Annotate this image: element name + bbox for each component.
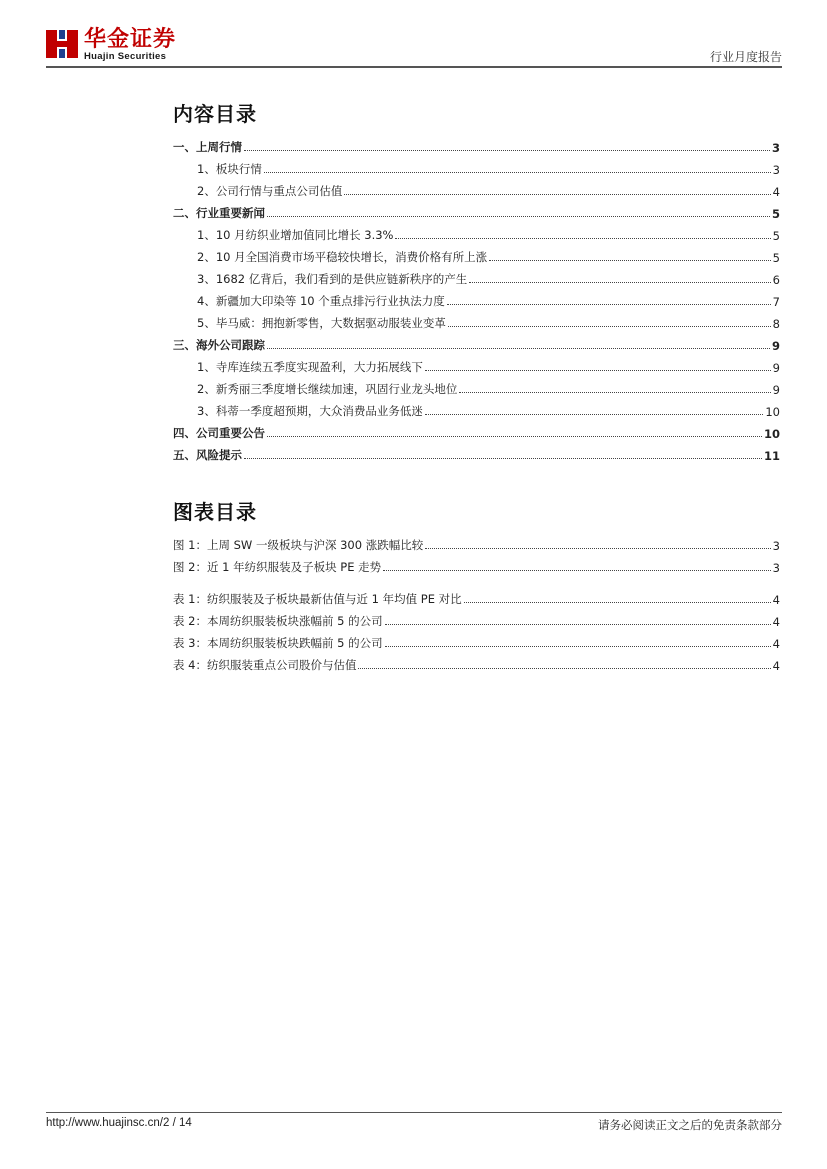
dot-leader — [383, 569, 771, 571]
toc-entry-page: 5 — [772, 229, 780, 243]
footer-url-page — [46, 1117, 192, 1129]
toc-entry[interactable] — [173, 419, 780, 441]
toc-entry-label: 五、风险提示 — [173, 448, 242, 462]
page-indicator: 2 / 14 — [162, 1117, 192, 1129]
toc-entry[interactable] — [173, 265, 780, 287]
dot-leader — [425, 547, 770, 549]
toc-entry-page: 9 — [772, 383, 780, 397]
toc-entry[interactable] — [173, 375, 780, 397]
toc-entry-label: 2、10 月全国消费市场平稳较快增长，消费价格有所上涨 — [197, 250, 488, 264]
toc-entry-page: 3 — [772, 163, 780, 177]
toc-entry[interactable] — [173, 155, 780, 177]
toc-entry-label: 1、10 月纺织业增加值同比增长 3.3% — [197, 228, 394, 242]
figure-list-title: 图表目录 — [173, 500, 257, 524]
table-entry-page: 4 — [772, 637, 780, 651]
company-logo[interactable] — [46, 28, 246, 64]
toc-entry[interactable] — [173, 199, 780, 221]
toc-entry[interactable] — [173, 309, 780, 331]
dot-leader — [459, 391, 770, 393]
table-entry[interactable] — [173, 607, 780, 629]
logo-mark-icon — [46, 28, 78, 60]
toc-entry-label: 四、公司重要公告 — [173, 426, 265, 440]
toc-entry-label: 三、海外公司跟踪 — [173, 338, 265, 352]
table-entry-label: 表 4：纺织服装重点公司股价与估值 — [173, 658, 357, 672]
dot-leader — [267, 435, 762, 437]
dot-leader — [395, 237, 770, 239]
figure-entry-label: 图 1：上周 SW 一级板块与沪深 300 涨跌幅比较 — [173, 538, 424, 552]
table-entry-label: 表 1：纺织服装及子板块最新估值与近 1 年均值 PE 对比 — [173, 592, 462, 606]
dot-leader — [244, 457, 762, 459]
toc-entry[interactable] — [173, 397, 780, 419]
toc-entry-page: 5 — [772, 251, 780, 265]
toc-entry-page: 3 — [771, 141, 780, 155]
table-entry-label: 表 3：本周纺织服装板块跌幅前 5 的公司 — [173, 636, 383, 650]
logo-text-en: Huajin Securities — [84, 51, 167, 62]
toc-entry-page: 11 — [763, 449, 780, 463]
dot-leader — [344, 193, 770, 195]
toc-list — [173, 133, 780, 463]
toc-entry-page: 5 — [771, 207, 780, 221]
toc-entry[interactable] — [173, 177, 780, 199]
figure-entry[interactable] — [173, 531, 780, 553]
toc-entry-label: 3、科蒂一季度超预期，大众消费品业务低迷 — [197, 404, 423, 418]
toc-entry-page: 6 — [772, 273, 780, 287]
table-entry-page: 4 — [772, 659, 780, 673]
table-entry[interactable] — [173, 629, 780, 651]
dot-leader — [267, 215, 770, 217]
figure-entry-page: 3 — [772, 539, 780, 553]
toc-entry-label: 3、1682 亿背后，我们看到的是供应链新秩序的产生 — [197, 272, 468, 286]
toc-entry[interactable] — [173, 287, 780, 309]
toc-entry-label: 5、毕马威：拥抱新零售，大数据驱动服装业变革 — [197, 316, 446, 330]
header-divider — [46, 66, 782, 68]
dot-leader — [425, 369, 771, 371]
figure-entry-label: 图 2：近 1 年纺织服装及子板块 PE 走势 — [173, 560, 382, 574]
figure-entry[interactable] — [173, 553, 780, 575]
toc-entry-label: 1、寺库连续五季度实现盈利，大力拓展线下 — [197, 360, 423, 374]
toc-title: 内容目录 — [173, 102, 257, 126]
page-header — [46, 26, 782, 66]
report-type: 行业月度报告 — [709, 50, 782, 64]
toc-entry-page: 7 — [772, 295, 780, 309]
dot-leader — [489, 259, 771, 261]
footer-disclaimer: 请务必阅读正文之后的免责条款部分 — [598, 1118, 782, 1132]
table-entry-page: 4 — [772, 593, 780, 607]
toc-entry-page: 10 — [765, 405, 780, 419]
footer-divider — [46, 1112, 782, 1113]
table-entry-label: 表 2：本周纺织服装板块涨幅前 5 的公司 — [173, 614, 383, 628]
dot-leader — [264, 171, 771, 173]
dot-leader — [244, 149, 770, 151]
toc-entry-label: 二、行业重要新闻 — [173, 206, 265, 220]
toc-entry[interactable] — [173, 331, 780, 353]
dot-leader — [447, 303, 771, 305]
toc-entry[interactable] — [173, 133, 780, 155]
toc-entry[interactable] — [173, 441, 780, 463]
toc-entry-page: 8 — [772, 317, 780, 331]
table-entry[interactable] — [173, 585, 780, 607]
dot-leader — [358, 667, 770, 669]
toc-entry-page: 10 — [763, 427, 780, 441]
dot-leader — [267, 347, 770, 349]
figure-entry-page: 3 — [772, 561, 780, 575]
toc-entry[interactable] — [173, 353, 780, 375]
toc-entry-label: 4、新疆加大印染等 10 个重点排污行业执法力度 — [197, 294, 445, 308]
toc-entry[interactable] — [173, 243, 780, 265]
figure-list — [173, 531, 780, 673]
toc-entry-label: 一、上周行情 — [173, 140, 242, 154]
toc-entry-label: 1、板块行情 — [197, 162, 262, 176]
dot-leader — [448, 325, 771, 327]
table-entry-page: 4 — [772, 615, 780, 629]
toc-entry-page: 9 — [771, 339, 780, 353]
toc-entry-page: 4 — [772, 185, 780, 199]
website-link[interactable]: http://www.huajinsc.cn/ — [46, 1117, 163, 1129]
toc-entry-label: 2、新秀丽三季度增长继续加速，巩固行业龙头地位 — [197, 382, 458, 396]
toc-entry[interactable] — [173, 221, 780, 243]
dot-leader — [469, 281, 770, 283]
dot-leader — [385, 645, 771, 647]
dot-leader — [464, 601, 771, 603]
dot-leader — [425, 413, 764, 415]
toc-entry-page: 9 — [772, 361, 780, 375]
dot-leader — [385, 623, 771, 625]
toc-entry-label: 2、公司行情与重点公司估值 — [197, 184, 343, 198]
table-entry[interactable] — [173, 651, 780, 673]
logo-text-cn: 华金证券 — [84, 27, 177, 52]
